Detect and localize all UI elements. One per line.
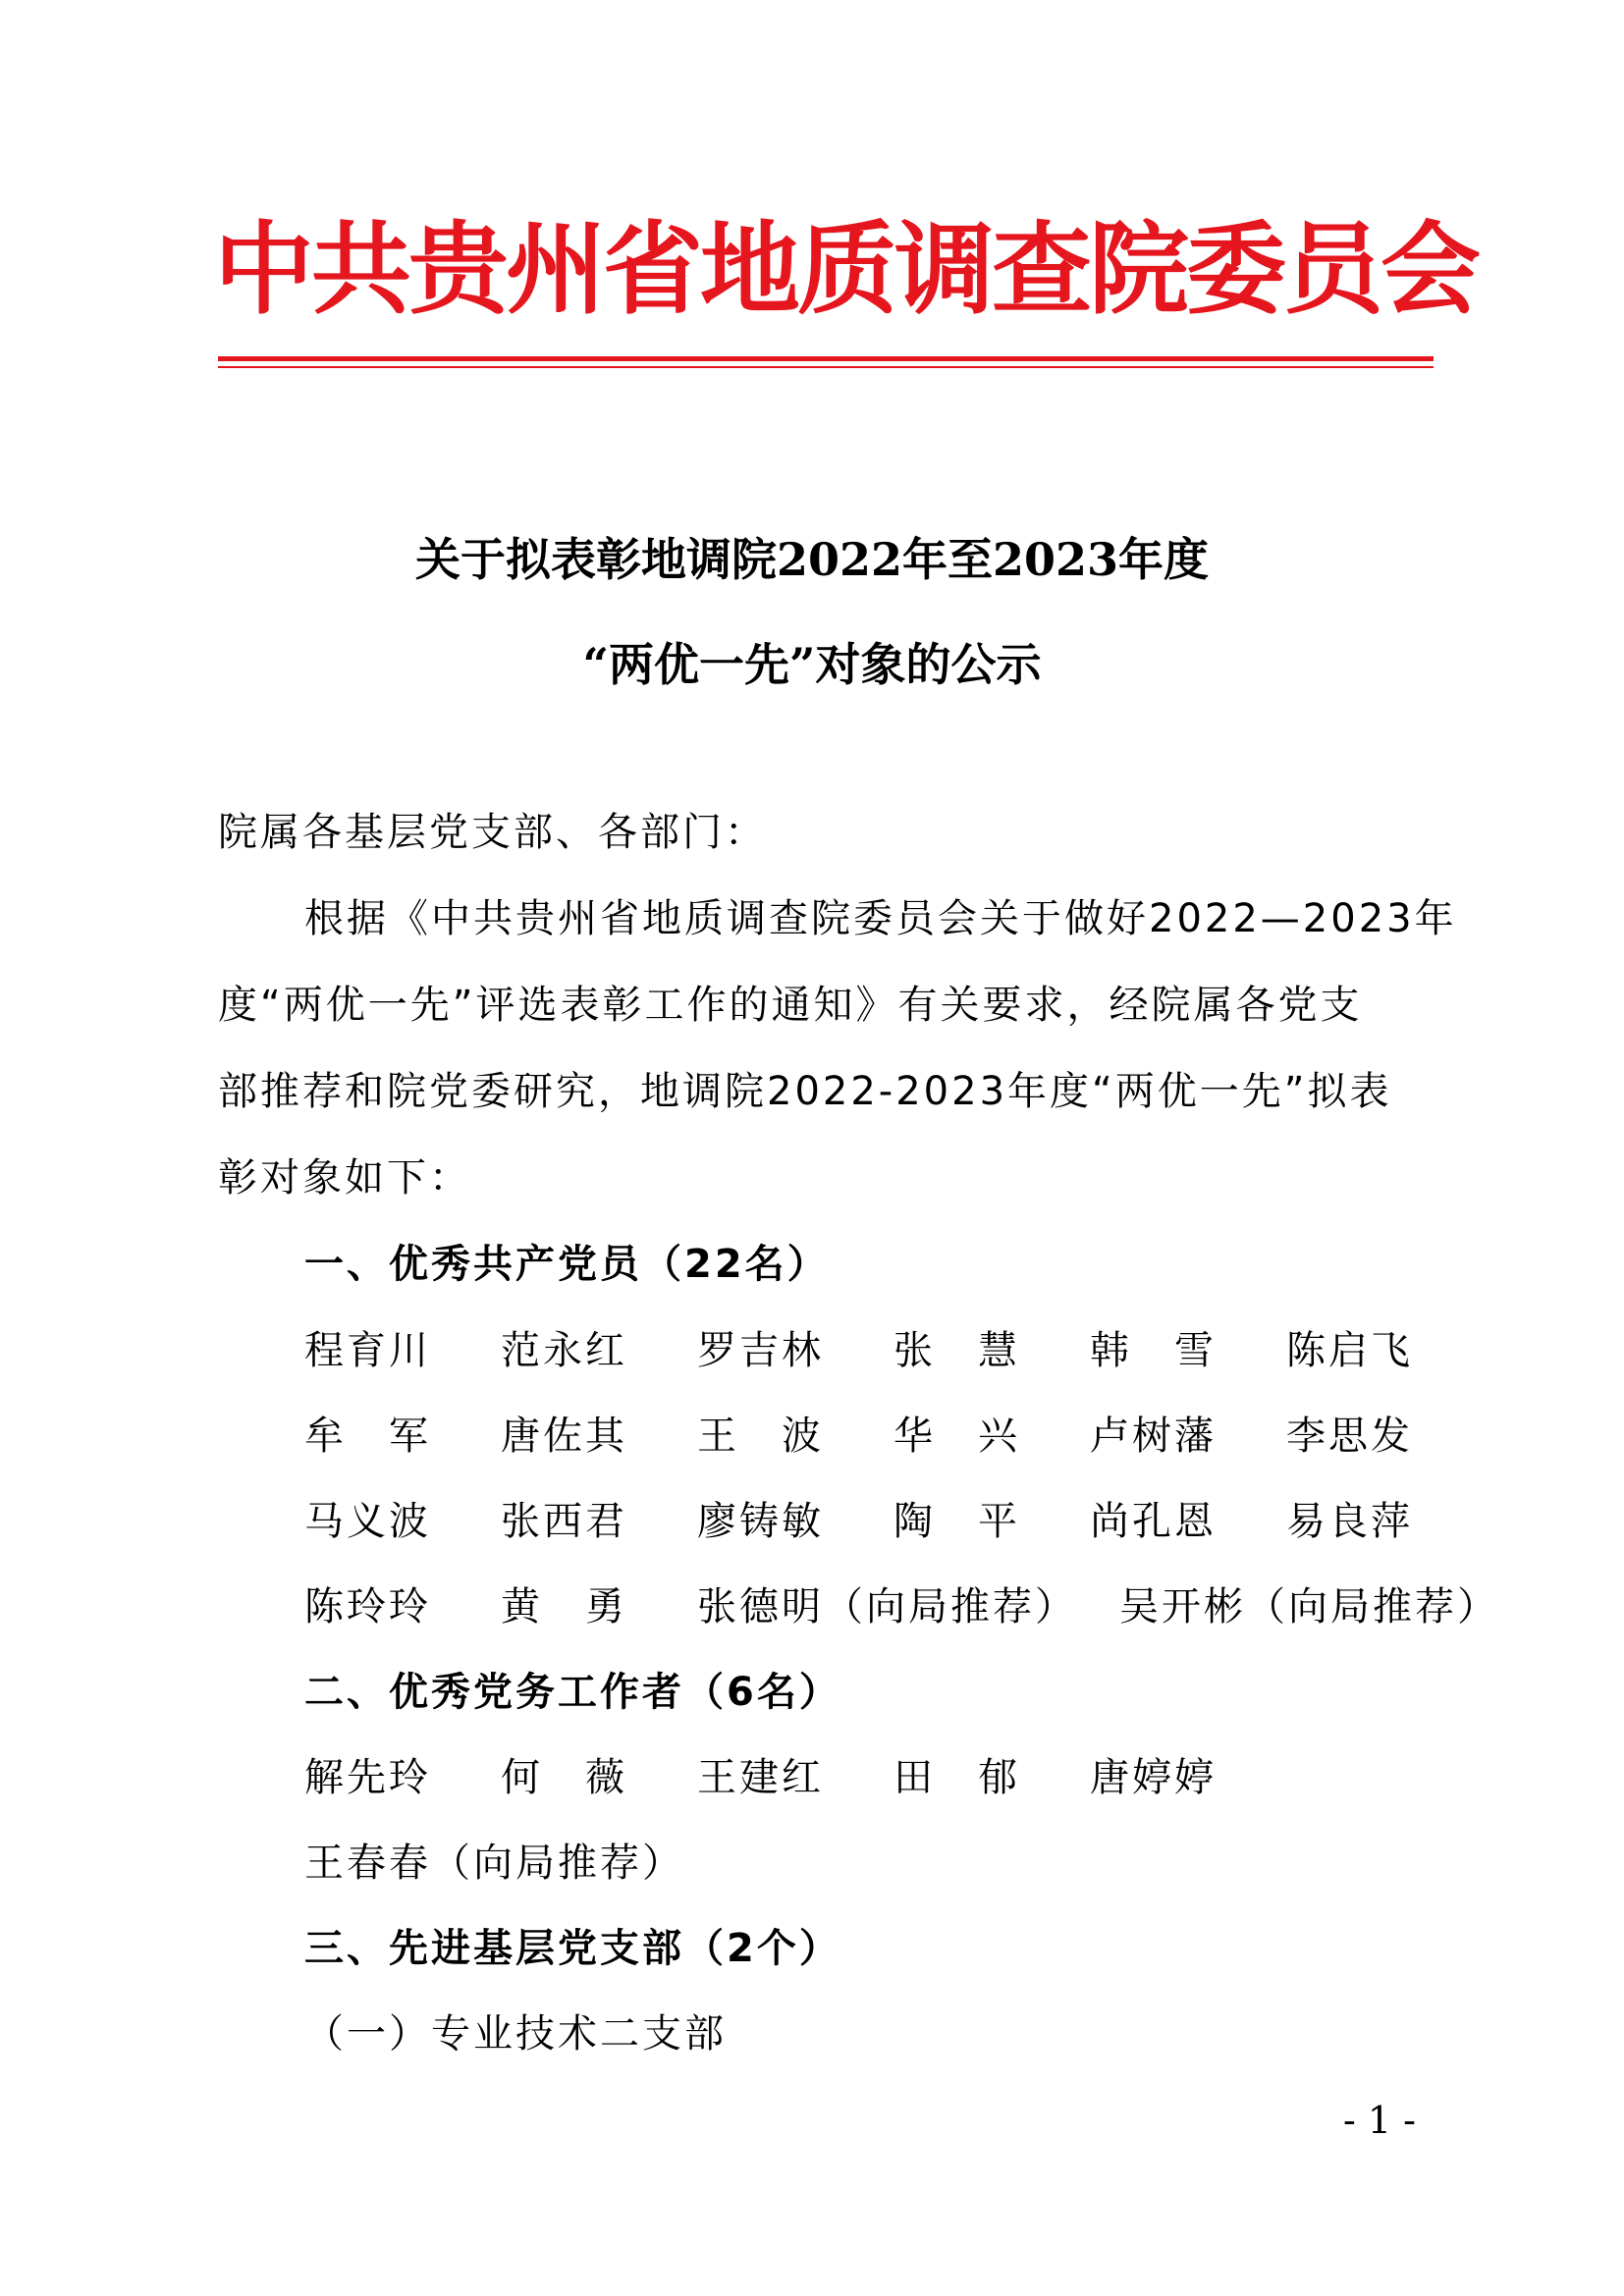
member-name: 陈玲玲 [304,1584,431,1629]
document-title-line1: 关于拟表彰地调院2022年至2023年度 [414,533,1210,586]
masthead-rule-thick [218,356,1434,361]
member-name: 张德明（向局推荐） [697,1584,1077,1629]
member-name: 黄 勇 [501,1584,627,1629]
member-name: 易良萍 [1286,1499,1413,1544]
member-name: 卢树藩 [1090,1414,1217,1459]
member-name: 陶 平 [893,1499,1020,1544]
masthead-title: 中共贵州省地质调查院委员会 [214,211,1478,329]
worker-name: 田 郁 [893,1755,1020,1800]
section-heading-party-workers: 二、优秀党务工作者（6名） [304,1670,841,1715]
worker-name: 王建红 [697,1755,824,1800]
section-heading-party-branches: 三、先进基层党支部（2个） [304,1926,841,1971]
document-title-line2: “两优一先”对象的公示 [582,638,1042,691]
member-name: 华 兴 [893,1414,1020,1459]
member-name: 陈启飞 [1286,1328,1413,1373]
intro-line: 彰对象如下： [218,1155,471,1201]
worker-name: 王春春（向局推荐） [304,1841,684,1886]
member-name: 王 波 [697,1414,824,1459]
member-name: 廖铸敏 [697,1499,824,1544]
member-name: 程育川 [304,1328,431,1373]
worker-name: 唐婷婷 [1090,1755,1217,1800]
intro-line: 根据《中共贵州省地质调查院委员会关于做好2022—2023年 [304,896,1457,941]
masthead-rule-thin [218,366,1434,368]
intro-line: 度“两优一先”评选表彰工作的通知》有关要求，经院属各党支 [218,983,1363,1028]
member-name: 尚孔恩 [1090,1499,1217,1544]
member-name: 罗吉林 [697,1328,824,1373]
member-name: 张 慧 [893,1328,1020,1373]
branch-item: （一）专业技术二支部 [304,2011,727,2056]
worker-name: 何 薇 [501,1755,627,1800]
member-name: 吴开彬（向局推荐） [1119,1584,1499,1629]
member-name: 马义波 [304,1499,431,1544]
member-name: 牟 军 [304,1414,431,1459]
section-heading-party-members: 一、优秀共产党员（22名） [304,1242,830,1287]
worker-name: 解先玲 [304,1755,431,1800]
member-name: 范永红 [501,1328,627,1373]
member-name: 韩 雪 [1090,1328,1217,1373]
salutation: 院属各基层党支部、各部门： [218,810,767,855]
member-name: 唐佐其 [501,1414,627,1459]
member-name: 李思发 [1286,1414,1413,1459]
intro-paragraph [218,889,1463,1235]
member-name: 张西君 [501,1499,627,1544]
page-number: - 1 - [1342,2099,1416,2142]
intro-line: 部推荐和院党委研究，地调院2022-2023年度“两优一先”拟表 [218,1069,1392,1114]
